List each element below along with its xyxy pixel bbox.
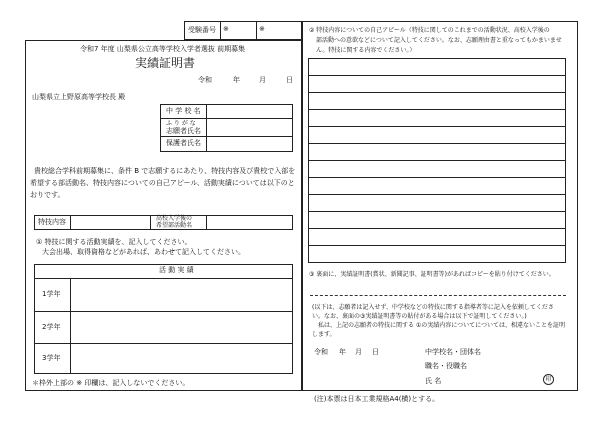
exam-number-mark: ※ [223, 25, 229, 33]
cut-line [310, 295, 566, 296]
exam-number-label: 受験番号 [188, 26, 216, 34]
furigana-label: ふ り が な [166, 120, 196, 127]
note-2-line: 部活動への意欲などについて記入してください。なお、志願理由書と重なってもかまいませ [316, 37, 562, 44]
certifier-school-label: 中学校名・団体名 [425, 348, 481, 356]
skill-content-label: 特技内容 [38, 218, 66, 226]
body-text-line: 貴校総合学科前期募集に、条件 B で志願するにあたり、特技内容及び貴校で入部を [34, 167, 296, 175]
club-label: 高校入学後の [156, 215, 193, 222]
note-1-line: 大会出場、取得資格などがあれば、あわせて記入してください。 [42, 248, 245, 256]
form-heading: 令和7 年度 山梨県公立高等学校入学者選抜 前期募集 [80, 45, 246, 53]
certifier-name-label: 氏 名 [425, 377, 442, 385]
body-text-line: おりです。 [30, 191, 65, 199]
guardian-name-label: 保護者氏名 [166, 139, 201, 147]
applicant-name-label: 志願者氏名 [166, 127, 201, 135]
exam-number-mark: ※ [259, 25, 265, 33]
note-2-line: ん。特技に関する内容でください。） [316, 47, 416, 54]
school-name-label: 中 学 校 名 [166, 107, 201, 115]
club-label: 希望部活動名 [156, 222, 193, 229]
activity-table [34, 264, 293, 374]
note-3: ③ 裏面に、実績証明書(賞状、新聞記事、証明書等)があればコピーを貼り付けてください。 [309, 271, 555, 278]
activity-table-header: 活 動 実 績 [159, 266, 194, 274]
grade-row-label: 2学年 [42, 323, 61, 331]
note-1-line: ① 特技に関する活動実績を、記入してください。 [36, 238, 192, 246]
certification-text: (以下は、志願者は記入せず、中学校などの特技に関する指導者等に記入を依頼してくださ [312, 304, 554, 311]
certifier-position-label: 職名・役職名 [425, 362, 467, 370]
footnote: ＊枠外上部の ※ 印欄は、記入しないでください。 [32, 379, 190, 387]
certification-text: します。 [312, 331, 336, 338]
note-2-line: ② 特技内容についての自己アピール（特技に関してのこれまでの活動状況、高校入学後の [309, 27, 550, 34]
certification-text: い。なお、裏面の③実績証明書等の貼付がある場合は以下で証明してください。) [312, 313, 527, 320]
seal-icon: 印 [543, 374, 554, 385]
self-appeal-box[interactable] [308, 58, 566, 263]
addressee: 山梨県立上野原高等学校長 殿 [32, 93, 126, 101]
certification-text: 私は、上記の志願者の特技に関する ①の実績内容についてについては、相違ないことを証明 [318, 322, 566, 329]
grade-row-label: 1学年 [42, 290, 61, 298]
paper-size-note: (注)本票は日本工業規格A4(横)とする。 [314, 395, 440, 403]
body-text-line: 希望する部活動名、特技内容についての自己アピール、活動実績については以下のと [30, 179, 295, 187]
grade-row-label: 3学年 [42, 354, 61, 362]
form-title: 実績証明書 [135, 56, 196, 70]
